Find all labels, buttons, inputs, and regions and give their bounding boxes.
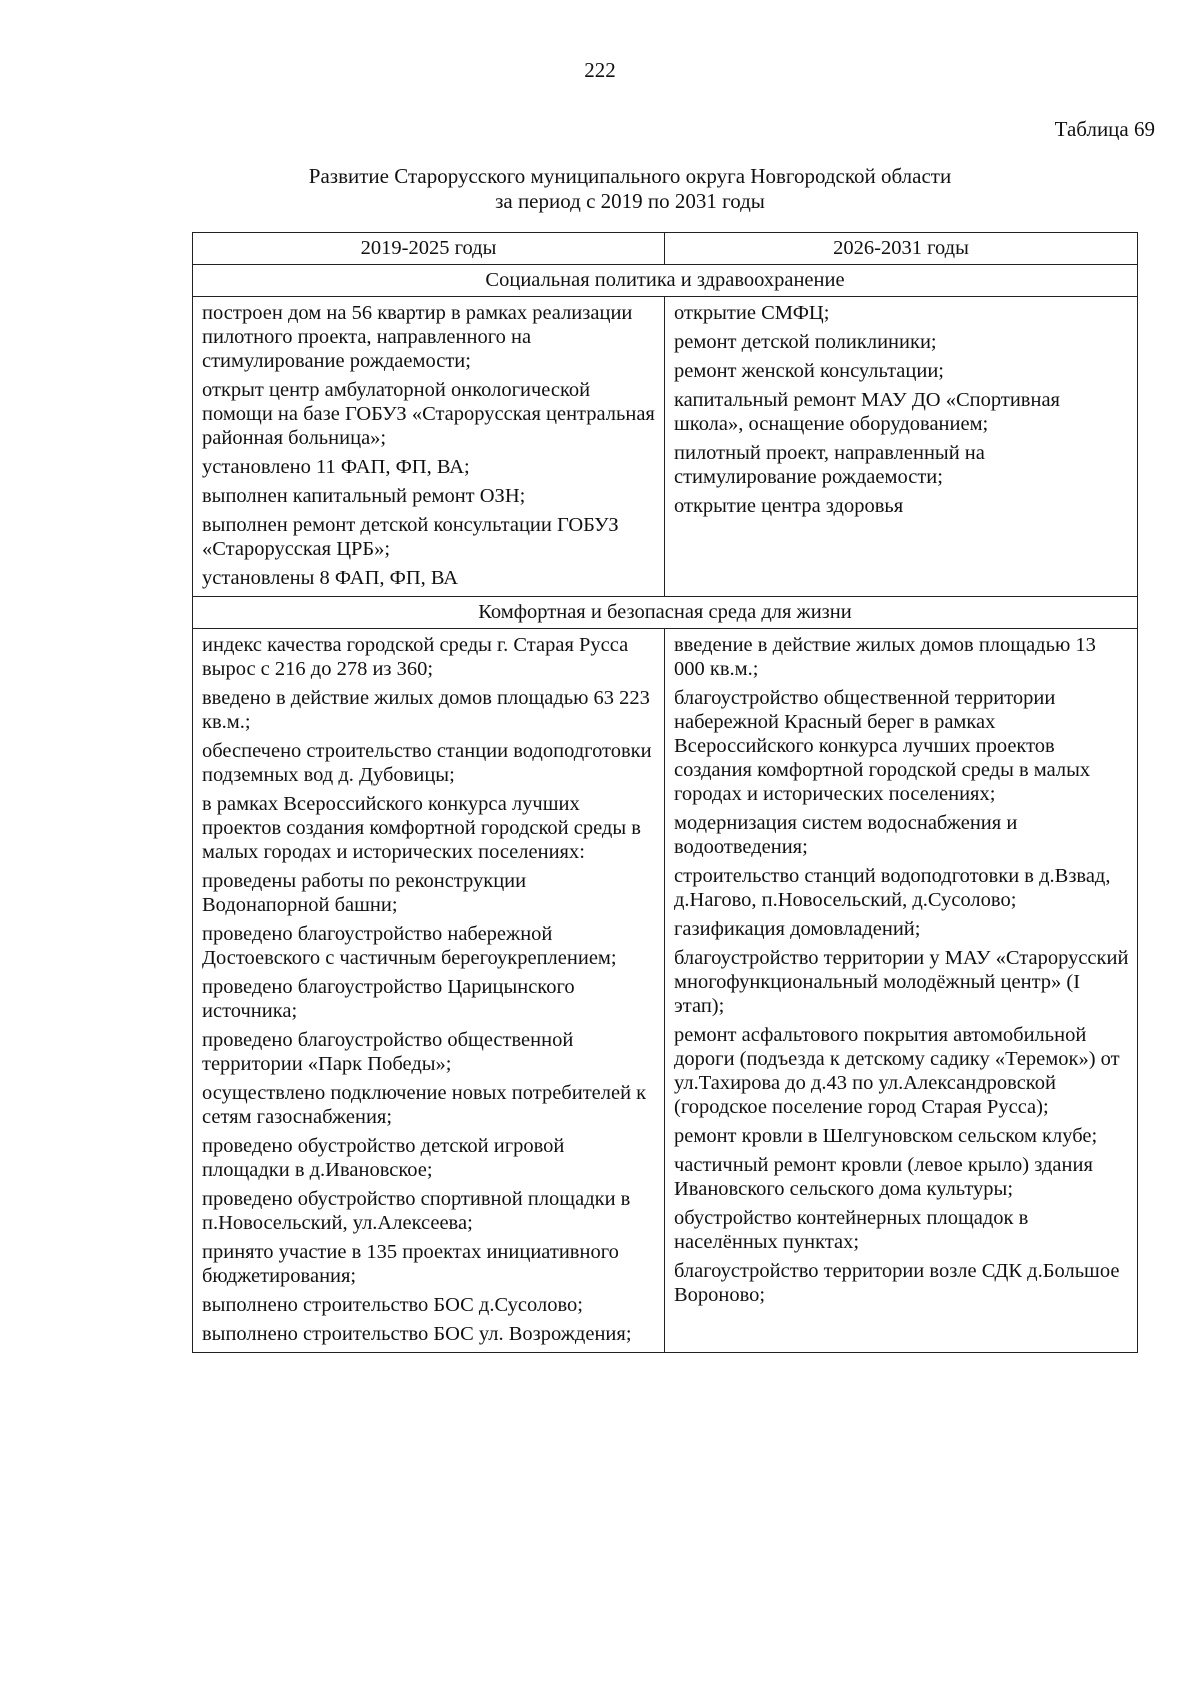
list-item: выполнено строительство БОС ул. Возрождения; xyxy=(202,1323,632,1345)
page-number: 222 xyxy=(584,58,616,82)
list-item: введено в действие жилых домов площадью 63 223 кв.м.; xyxy=(202,687,650,733)
list-item: благоустройство общественной территории набережной Красный берег в рамках Всероссийского конкурса лучших проектов создания комфортной городской среды в малых городах и исторических поселениях; xyxy=(674,687,1091,805)
column-header-2026-2031: 2026-2031 годы xyxy=(665,233,1138,265)
section-heading: Комфортная и безопасная среда для жизни xyxy=(193,597,1138,629)
cell-2019-2025 xyxy=(193,629,665,1353)
cell-2026-2031 xyxy=(665,629,1138,1353)
section-heading-row xyxy=(193,265,1138,297)
list-item: проведены работы по реконструкции Водонапорной башни; xyxy=(202,870,527,916)
list-item: ремонт женской консультации; xyxy=(674,360,944,382)
list-item: принято участие в 135 проектах инициативного бюджетирования; xyxy=(202,1241,619,1287)
list-item: проведено обустройство детской игровой площадки в д.Ивановское; xyxy=(202,1135,565,1181)
list-item: построен дом на 56 квартир в рамках реализации пилотного проекта, направленного на стимулирование рождаемости; xyxy=(202,302,633,372)
document-title xyxy=(250,164,1010,214)
list-item: газификация домовладений; xyxy=(674,918,921,940)
list-item: индекс качества городской среды г. Старая Русса вырос с 216 до 278 из 360; xyxy=(202,634,629,680)
document-title-line-2: за период с 2019 по 2031 годы xyxy=(495,189,765,213)
cell-2019-2025 xyxy=(193,297,665,597)
list-item: модернизация систем водоснабжения и водоотведения; xyxy=(674,812,1018,858)
list-item: введение в действие жилых домов площадью 13 000 кв.м.; xyxy=(674,634,1096,680)
list-item: пилотный проект, направленный на стимулирование рождаемости; xyxy=(674,442,985,488)
list-item: ремонт детской поликлиники; xyxy=(674,331,937,353)
list-item: капитальный ремонт МАУ ДО «Спортивная школа», оснащение оборудованием; xyxy=(674,389,1060,435)
list-item: установлены 8 ФАП, ФП, ВА xyxy=(202,567,459,589)
list-item: в рамках Всероссийского конкурса лучших проектов создания комфортной городской среды в малых городах и исторических поселениях: xyxy=(202,793,641,863)
list-item: осуществлено подключение новых потребителей к сетям газоснабжения; xyxy=(202,1082,647,1128)
cell-2026-2031 xyxy=(665,297,1138,597)
list-item: благоустройство территории у МАУ «Старорусский многофункциональный молодёжный центр» (I этап); xyxy=(674,947,1129,1017)
list-item: проведено обустройство спортивной площадки в п.Новосельский, ул.Алексеева; xyxy=(202,1188,631,1234)
list-item: открытие центра здоровья xyxy=(674,495,904,517)
list-item: проведено благоустройство Царицынского источника; xyxy=(202,976,575,1022)
list-item: строительство станций водоподготовки в д.Взвад, д.Нагово, п.Новосельский, д.Сусолово; xyxy=(674,865,1111,911)
document-title-line-1: Развитие Старорусского муниципального округа Новгородской области xyxy=(308,164,952,188)
section-content-row xyxy=(193,297,1138,597)
section-heading: Социальная политика и здравоохранение xyxy=(193,265,1138,297)
header-row xyxy=(193,233,1138,265)
list-item: ремонт кровли в Шелгуновском сельском клубе; xyxy=(674,1125,1098,1147)
list-item: благоустройство территории возле СДК д.Большое Вороново; xyxy=(674,1260,1120,1306)
table-label: Таблица 69 xyxy=(1054,117,1155,141)
list-item: выполнен капитальный ремонт ОЗН; xyxy=(202,485,526,507)
list-item: установлено 11 ФАП, ФП, ВА; xyxy=(202,456,470,478)
section-heading-row xyxy=(193,597,1138,629)
list-item: открыт центр амбулаторной онкологической помощи на базе ГОБУЗ «Старорусская центральная районная больница»; xyxy=(202,379,655,449)
list-item: обеспечено строительство станции водоподготовки подземных вод д. Дубовицы; xyxy=(202,740,652,786)
list-item: обустройство контейнерных площадок в населённых пунктах; xyxy=(674,1207,1029,1253)
list-item: выполнено строительство БОС д.Сусолово; xyxy=(202,1294,583,1316)
list-item: выполнен ремонт детской консультации ГОБУЗ «Старорусская ЦРБ»; xyxy=(202,514,619,560)
list-item: частичный ремонт кровли (левое крыло) здания Ивановского сельского дома культуры; xyxy=(674,1154,1093,1200)
development-table xyxy=(192,232,1138,1353)
list-item: ремонт асфальтового покрытия автомобильной дороги (подъезда к детскому садику «Теремок») от ул.Тахирова до д.43 по ул.Александровской (городское поселение город Старая Русса); xyxy=(674,1024,1120,1118)
list-item: проведено благоустройство общественной территории «Парк Победы»; xyxy=(202,1029,574,1075)
list-item: проведено благоустройство набережной Достоевского с частичным берегоукреплением; xyxy=(202,923,617,969)
section-content-row xyxy=(193,629,1138,1353)
table-body xyxy=(193,265,1138,1353)
column-header-2019-2025: 2019-2025 годы xyxy=(193,233,665,265)
list-item: открытие СМФЦ; xyxy=(674,302,830,324)
